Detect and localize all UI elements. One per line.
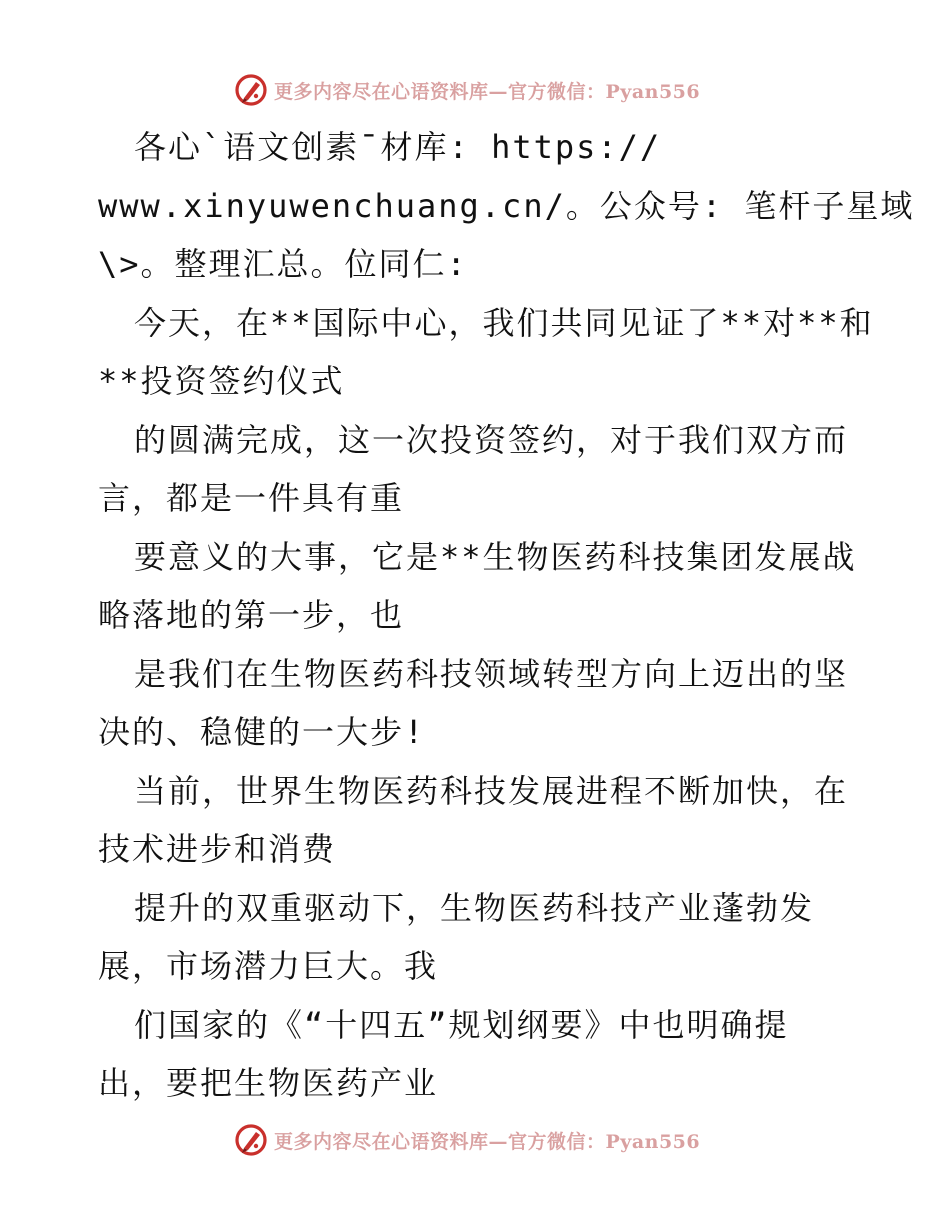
text-line: 今天，在**国际中心，我们共同见证了**对**和 bbox=[134, 303, 874, 342]
footer-banner bbox=[234, 1122, 700, 1158]
text-line: 出，要把生物医药产业 bbox=[98, 1064, 439, 1102]
text-line: 技术进步和消费 bbox=[98, 830, 337, 868]
pen-logo-icon bbox=[234, 73, 268, 107]
banner-text: 更多内容尽在心语资料库—官方微信：Pyan556 bbox=[274, 1130, 701, 1153]
text-line: 要意义的大事，它是**生物医药科技集团发展战 bbox=[134, 537, 857, 576]
text-line: 言，都是一件具有重 bbox=[98, 479, 405, 517]
text-line: www.xinyuwenchuang.cn/。公众号: 笔杆子星域 bbox=[98, 186, 915, 225]
text-line: 提升的双重驱动下，生物医药科技产业蓬勃发 bbox=[134, 888, 815, 927]
text-line: 略落地的第一步，也 bbox=[98, 596, 405, 634]
text-line: \>。整理汇总。位同仁: bbox=[98, 245, 468, 283]
text-line: 是我们在生物医药科技领域转型方向上迈出的坚 bbox=[134, 654, 849, 693]
text-line: 的圆满完成，这一次投资签约，对于我们双方而 bbox=[134, 420, 849, 459]
text-line: 决的、稳健的一大步! bbox=[98, 713, 426, 751]
text-line: 各心`语文创素¯材库: https:// bbox=[134, 128, 662, 166]
body-text bbox=[98, 118, 915, 1113]
banner-text: 更多内容尽在心语资料库—官方微信：Pyan556 bbox=[274, 80, 701, 103]
text-line: **投资签约仪式 bbox=[98, 362, 345, 400]
header-banner bbox=[234, 72, 700, 108]
text-line: 当前，世界生物医药科技发展进程不断加快，在 bbox=[134, 771, 849, 810]
pen-logo-icon bbox=[234, 1123, 268, 1157]
text-line: 展，市场潜力巨大。我 bbox=[98, 947, 439, 985]
text-line: 们国家的《“十四五”规划纲要》中也明确提 bbox=[134, 1005, 789, 1044]
